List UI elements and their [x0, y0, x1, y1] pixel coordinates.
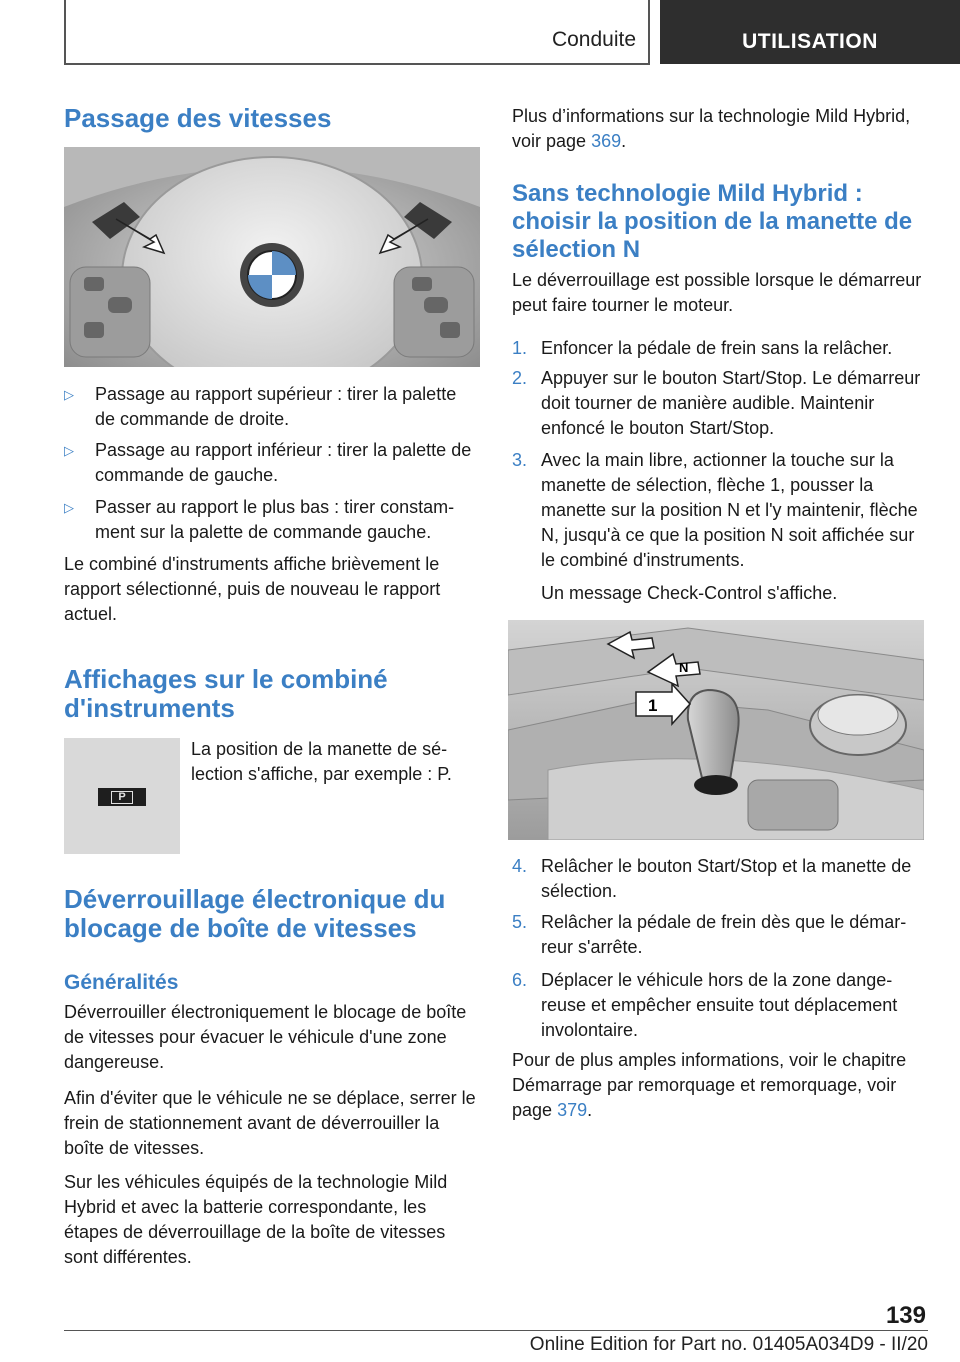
triangle-bullet-icon: ▷ — [64, 443, 74, 458]
arrow-n-label: N — [679, 660, 689, 675]
gear-display-image — [64, 738, 180, 854]
shift-bullet-down: ▷ Passage au rapport inférieur : tirer la palette de commande de gauche. — [64, 440, 472, 485]
heading-general: Généralités — [64, 971, 179, 994]
step-6: 6. Déplacer le véhicule hors de la zone dangereuse et empêcher ensuite tout déplacement involontaire. — [512, 970, 898, 1040]
heading-unlock: Déverrouillage électronique du blocage de boîte de vitesses — [64, 884, 446, 943]
unlock-intro: Le déverrouillage est possible lorsque le démarreur peut faire tourner le moteur. — [512, 270, 922, 315]
step-3: 3. Avec la main libre, actionner la touche sur la manette de sélection, flèche 1, pousser la manette sur la position N et l'y maintenir, flèche N, jusqu'à ce que la position N soit affichée sur le combiné d'instruments. — [512, 450, 918, 570]
general-paragraph-2: Afin d'éviter que le véhicule ne se déplace, serrer le frein de stationnement avant de déverrouiller la boîte de vitesses. — [64, 1088, 476, 1158]
triangle-bullet-icon: ▷ — [64, 500, 74, 515]
closing-paragraph: Pour de plus amples informations, voir le chapitre Démarrage par remorquage et remorquage, voir page 379. — [512, 1050, 907, 1120]
general-paragraph-3: Sur les véhicules équipés de la technologie Mild Hybrid et avec la batterie correspondante, les étapes de déverrouillage de la boîte de vitesses sont différentes. — [64, 1172, 448, 1267]
shift-bullet-up: ▷ Passage au rapport supérieur : tirer la palette de commande de droite. — [64, 384, 457, 429]
page-link-379[interactable]: 379 — [557, 1100, 588, 1120]
step-3-note: Un message Check-Control s'affiche. — [541, 583, 838, 603]
header-section-tab: UTILISATION — [660, 0, 960, 64]
page-number: 139 — [885, 1302, 926, 1329]
footer-rule — [64, 1330, 928, 1331]
shift-bullet-lowest: ▷ Passer au rapport le plus bas : tirer constamment sur la palette de commande gauche. — [64, 497, 455, 542]
shift-note: Le combiné d'instruments affiche brièvement le rapport sélectionné, puis de nouveau le rapport actuel. — [64, 554, 441, 624]
step-2: 2. Appuyer sur le bouton Start/Stop. Le démarreur doit tourner de manière audible. Maintenir enfoncé le bouton Start/Stop. — [512, 368, 921, 438]
steering-wheel-image — [64, 147, 480, 367]
heading-display: Affichages sur le combiné d'instruments — [64, 664, 388, 723]
step-4: 4. Relâcher le bouton Start/Stop et la manette de sélection. — [512, 856, 912, 901]
heading-shift: Passage des vitesses — [64, 103, 332, 133]
triangle-bullet-icon: ▷ — [64, 387, 74, 402]
header-separator — [648, 0, 650, 64]
page-link-369[interactable]: 369 — [591, 131, 622, 151]
mild-hybrid-info: Plus d’informations sur la technologie Mild Hybrid, voir page 369. — [512, 106, 911, 151]
gear-position-icon: P — [98, 788, 146, 806]
display-text: La position de la manette de sélection s'affiche, par exemple : P. — [191, 739, 452, 784]
footer-edition: Online Edition for Part no. 01405A034D9 - II/20 — [529, 1334, 928, 1355]
step-1: 1. Enfoncer la pédale de frein sans la relâcher. — [512, 338, 893, 358]
general-paragraph-1: Déverrouiller électroniquement le blocage de boîte de vitesses pour évacuer le véhicule d'une zone dangereuse. — [64, 1002, 467, 1072]
step-5: 5. Relâcher la pédale de frein dès que le démarreur s'arrête. — [512, 912, 907, 957]
arrow-1-label: 1 — [648, 696, 658, 715]
heading-without-mild-hybrid: Sans technologie Mild Hybrid : choisir la position de la manette de sélection N — [512, 180, 913, 263]
header-rule-bottom — [64, 63, 650, 65]
header-rule-left — [64, 0, 66, 64]
gear-selector-image — [508, 620, 924, 840]
header-chapter: Conduite — [551, 28, 636, 51]
